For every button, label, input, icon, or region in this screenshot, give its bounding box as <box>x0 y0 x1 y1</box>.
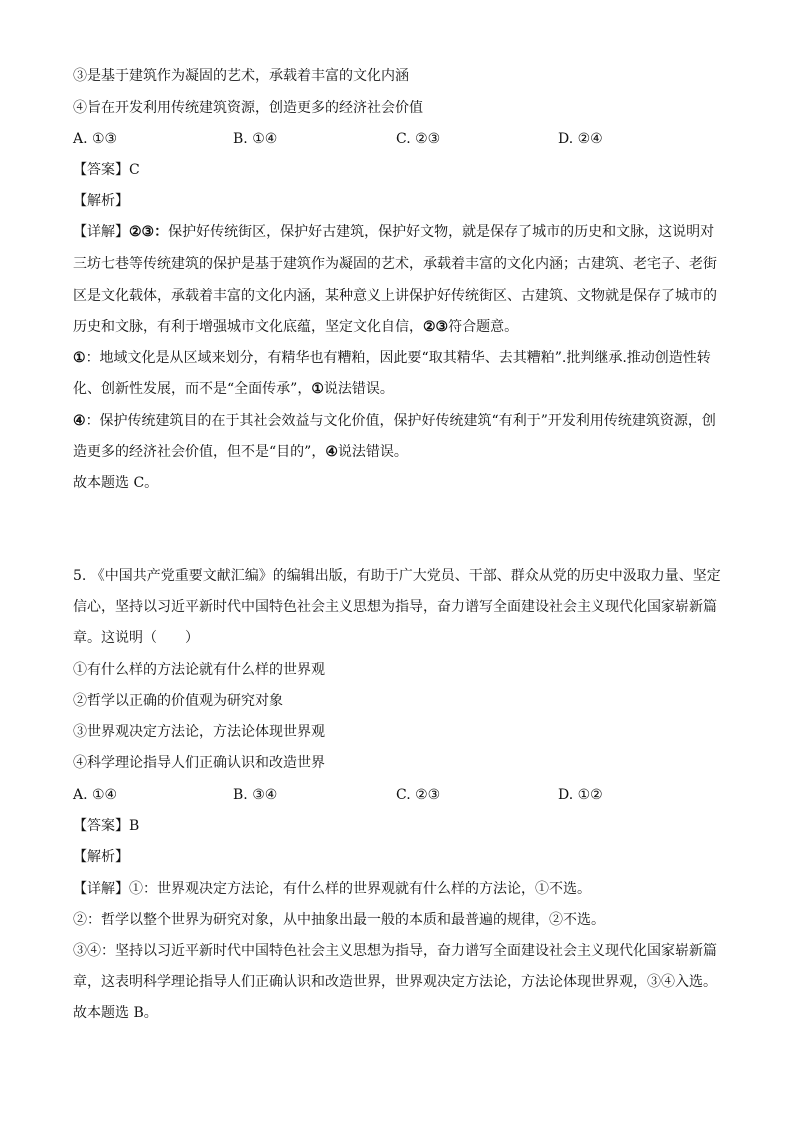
q5-option-c: C. ②③ <box>396 787 441 803</box>
q4-detail-p2-line1 <box>73 347 724 369</box>
q5-answer-tag: 【答案】 <box>73 818 129 834</box>
q5-conclusion: 故本题选 B。 <box>73 1005 158 1021</box>
q4-detail-p2-lead: ① <box>73 350 86 366</box>
q4-detail-p2-text: ：地域文化是从区域来划分，有精华也有糟粕，因此要“取其精华、去其糟粕”.批判继承.推动创造性转 <box>85 350 711 366</box>
q4-detail-p3-text: ：保护传统建筑目的在于其社会效益与文化价值，保护好传统建筑“有利于”开发利用传统建筑资源，创 <box>85 413 716 429</box>
q4-detail-p3-line2-end: 说法错误。 <box>337 444 408 460</box>
q5-stem-line3: 章。这说明（ ） <box>73 630 199 646</box>
q4-detail-p2-line2-text: 化、创新性发展，而不是“全面传承”， <box>73 381 312 397</box>
q4-detail-p1-line3: 区是文化载体，承载着丰富的文化内涵，某种意义上讲保护好传统街区、古建筑、文物就是保存了城市的 <box>73 288 717 304</box>
q4-answer-tag: 【答案】 <box>73 162 129 178</box>
q4-detail-p1-line2: 三坊七巷等传统建筑的保护是基于建筑作为凝固的艺术，承载着丰富的文化内涵；古建筑、老宅子、老街 <box>73 256 717 272</box>
q5-statement-2: ②哲学以正确的价值观为研究对象 <box>73 693 283 709</box>
q5-detail-tag: 【详解】 <box>73 881 129 897</box>
q5-detail-p3-line1: ③④：坚持以习近平新时代中国特色社会主义思想为指导，奋力谱写全面建设社会主义现代化国家崭新篇 <box>73 943 717 959</box>
q5-statement-3: ③世界观决定方法论，方法论体现世界观 <box>73 724 325 740</box>
q4-detail-p3-line2-mark: ④ <box>325 444 338 460</box>
q4-option-b: B. ①④ <box>233 131 278 147</box>
q5-detail-p2: ②：哲学以整个世界为研究对象，从中抽象出最一般的本质和最普遍的规律，②不选。 <box>73 912 605 928</box>
q4-detail-p1-text: 保护好传统街区，保护好古建筑，保护好文物，就是保存了城市的历史和文脉，这说明对 <box>168 224 715 240</box>
q5-options <box>73 784 724 806</box>
q4-detail-p3-line2 <box>73 441 724 463</box>
q4-detail-p3-line1 <box>73 410 724 432</box>
q4-detail-p1-line4 <box>73 316 724 338</box>
q5-detail-p3-line2: 章，这表明科学理论指导人们正确认识和改造世界，世界观决定方法论，方法论体现世界观，③④入选。 <box>73 974 717 990</box>
q5-statement-1: ①有什么样的方法论就有什么样的世界观 <box>73 662 325 678</box>
q5-answer-value: B <box>129 818 140 834</box>
q5-detail-p1-text: ①：世界观决定方法论，有什么样的世界观就有什么样的方法论，①不选。 <box>129 881 591 897</box>
q4-detail-tag: 【详解】 <box>73 224 129 240</box>
q5-stem-line2: 信心，坚持以习近平新时代中国特色社会主义思想为指导，奋力谱写全面建设社会主义现代化国家崭新篇 <box>73 599 717 615</box>
q4-answer-value: C <box>129 162 140 178</box>
q5-stem-line1: 5. 《中国共产党重要文献汇编》的编辑出版，有助于广大党员、干部、群众从党的历史中汲取力量、坚定 <box>73 568 721 584</box>
q5-option-a: A. ①④ <box>73 787 118 803</box>
q4-detail-p1-line4-text: 历史和文脉，有利于增强城市文化底蕴，坚定文化自信， <box>73 319 423 335</box>
q4-analysis-heading: 【解析】 <box>73 193 129 209</box>
q4-detail-p1-line1 <box>73 221 724 243</box>
q4-detail-p1-line4-mark: ②③ <box>423 319 449 335</box>
q4-option-a: A. ①③ <box>73 131 118 147</box>
q4-option-c: C. ②③ <box>396 131 441 147</box>
q4-detail-p1-lead: ②③： <box>129 224 169 240</box>
q4-detail-p3-line2-text: 造更多的经济社会价值，但不是“目的”， <box>73 444 326 460</box>
q4-conclusion: 故本题选 C。 <box>73 475 159 491</box>
q4-statement-4: ④旨在开发利用传统建筑资源，创造更多的经济社会价值 <box>73 100 423 116</box>
q4-option-d: D. ②④ <box>558 131 603 147</box>
q5-detail-p1 <box>73 878 724 900</box>
q4-detail-p2-line2 <box>73 378 724 400</box>
q4-detail-p2-line2-end: 说法错误。 <box>323 381 394 397</box>
q5-statement-4: ④科学理论指导人们正确认识和改造世界 <box>73 755 325 771</box>
q4-detail-p2-line2-mark: ① <box>311 381 324 397</box>
q5-option-b: B. ③④ <box>233 787 278 803</box>
q4-answer <box>73 159 724 181</box>
q4-statement-3: ③是基于建筑作为凝固的艺术，承载着丰富的文化内涵 <box>73 68 409 84</box>
q5-option-d: D. ①② <box>558 787 603 803</box>
q4-options <box>73 128 724 150</box>
q4-detail-p3-lead: ④ <box>73 413 86 429</box>
q5-answer <box>73 815 724 837</box>
q4-detail-p1-line4-end: 符合题意。 <box>448 319 519 335</box>
q5-analysis-heading: 【解析】 <box>73 849 129 865</box>
